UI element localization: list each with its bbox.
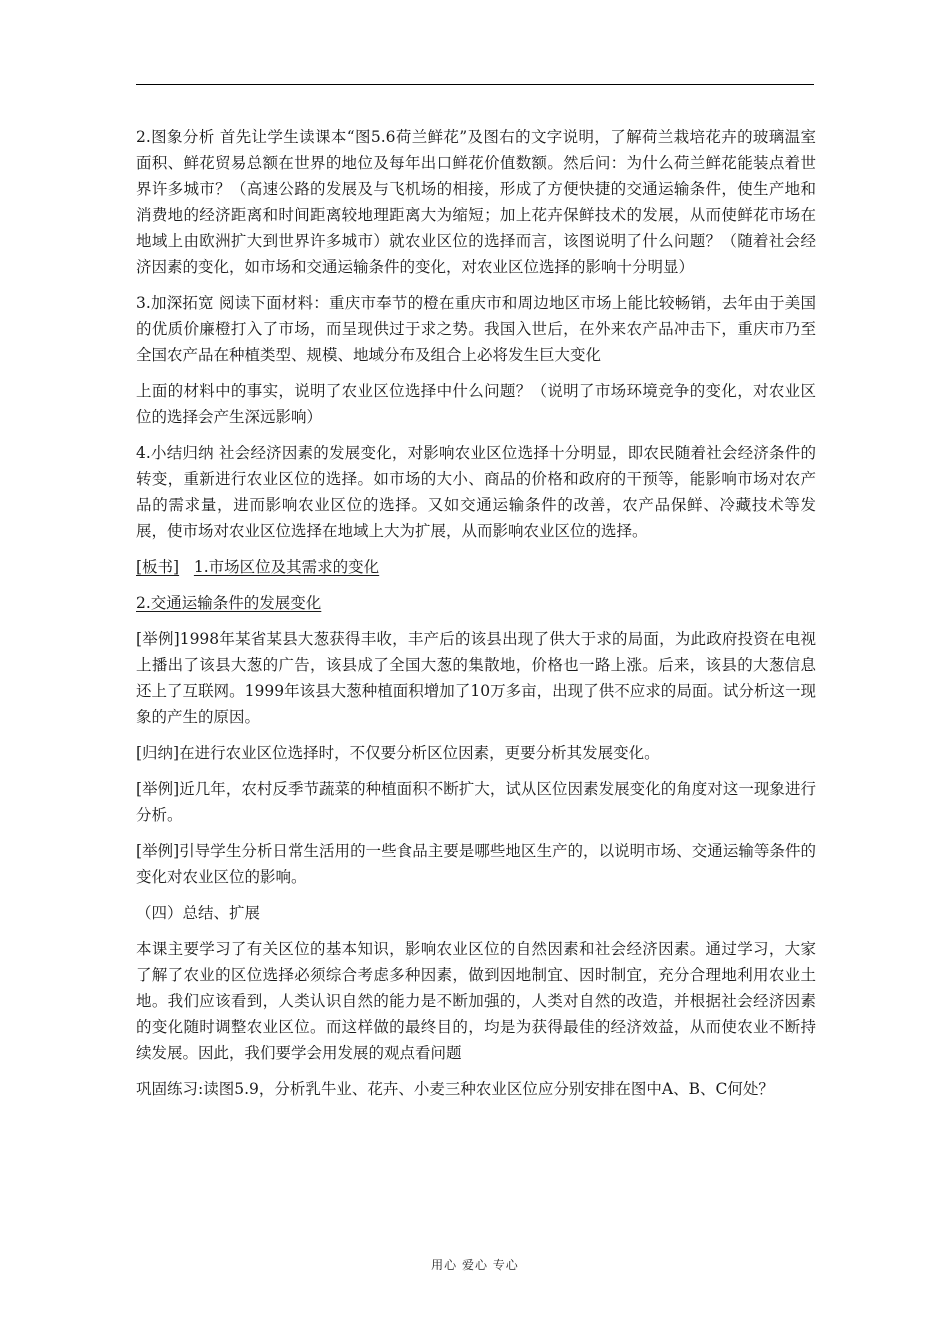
board-item-market: 1.市场区位及其需求的变化 [193, 558, 380, 576]
section-heading: （四）总结、扩展 [136, 904, 261, 922]
paragraph-exercise: 巩固练习:读图5.9，分析乳牛业、花卉、小麦三种农业区位应分别安排在图中A、B、C何处？ [136, 1080, 774, 1098]
header-rule [136, 84, 814, 85]
paragraph-example-onion: [举例]1998年某省某县大葱获得丰收，丰产后的该县出现了供大于求的局面，为此政府投资在电视上播出了该县大葱的广告，该县成了全国大葱的集散地，价格也一路上涨。后来，该县的大葱信息还上了互联网。1999年该县大葱种植面积增加了10万多亩，出现了供不应求的局面。试分析这一现象的产生的原因。 [136, 630, 816, 726]
paragraph-summary: 4.小结归纳 社会经济因素的发展变化，对影响农业区位选择十分明显，即农民随着社会经济条件的转变，重新进行农业区位的选择。如市场的大小、商品的价格和政府的干预等，能影响市场对农产品的需求量，进而影响农业区位的选择。又如交通运输条件的改善，农产品保鲜、冷藏技术等发展，使市场对农业区位选择在地域上大为扩展，从而影响农业区位的选择。 [136, 444, 816, 540]
paragraph-example-vegetables: [举例]近几年，农村反季节蔬菜的种植面积不断扩大，试从区位因素发展变化的角度对这一现象进行分析。 [136, 780, 816, 824]
paragraph-lesson-summary: 本课主要学习了有关区位的基本知识，影响农业区位的自然因素和社会经济因素。通过学习，大家了解了农业的区位选择必须综合考虑多种因素，做到因地制宜、因时制宜，充分合理地利用农业土地。我们应该看到，人类认识自然的能力是不断加强的，人类对自然的改造，并根据社会经济因素的变化随时调整农业区位。而这样做的最终目的，均是为获得最佳的经济效益，从而使农业不断持续发展。因此，我们要学会用发展的观点看问题 [136, 940, 816, 1062]
paragraph-material-question: 上面的材料中的事实，说明了农业区位选择中什么问题？（说明了市场环境竞争的变化，对农业区位的选择会产生深远影响） [136, 382, 816, 426]
board-item-transport-line [136, 590, 816, 616]
board-item-transport: 2.交通运输条件的发展变化 [136, 594, 322, 612]
board-heading [136, 554, 816, 580]
paragraph-conclusion: [归纳]在进行农业区位选择时，不仅要分析区位因素，更要分析其发展变化。 [136, 744, 660, 762]
page-footer: 用心 爱心 专心 [431, 1258, 519, 1272]
board-label: [板书] [136, 558, 180, 576]
paragraph-image-analysis: 2.图象分析 首先让学生读课本“图5.6荷兰鲜花”及图右的文字说明，了解荷兰栽培花卉的玻璃温室面积、鲜花贸易总额在世界的地位及每年出口鲜花价值数额。然后问：为什么荷兰鲜花能装点着世界许多城市？（高速公路的发展及与飞机场的相接，形成了方便快捷的交通运输条件，使生产地和消费地的经济距离和时间距离较地理距离大为缩短；加上花卉保鲜技术的发展，从而使鲜花市场在地域上由欧洲扩大到世界许多城市）就农业区位的选择而言，该图说明了什么问题？（随着社会经济因素的变化，如市场和交通运输条件的变化，对农业区位选择的影响十分明显） [136, 128, 816, 276]
paragraph-extension-reading: 3.加深拓宽 阅读下面材料：重庆市奉节的橙在重庆市和周边地区市场上能比较畅销，去年由于美国的优质价廉橙打入了市场，而呈现供过于求之势。我国入世后，在外来农产品冲击下，重庆市乃至全国农产品在种植类型、规模、地域分布及组合上必将发生巨大变化 [136, 294, 816, 364]
paragraph-example-food: [举例]引导学生分析日常生活用的一些食品主要是哪些地区生产的，以说明市场、交通运输等条件的变化对农业区位的影响。 [136, 842, 816, 886]
document-body [136, 124, 816, 1112]
